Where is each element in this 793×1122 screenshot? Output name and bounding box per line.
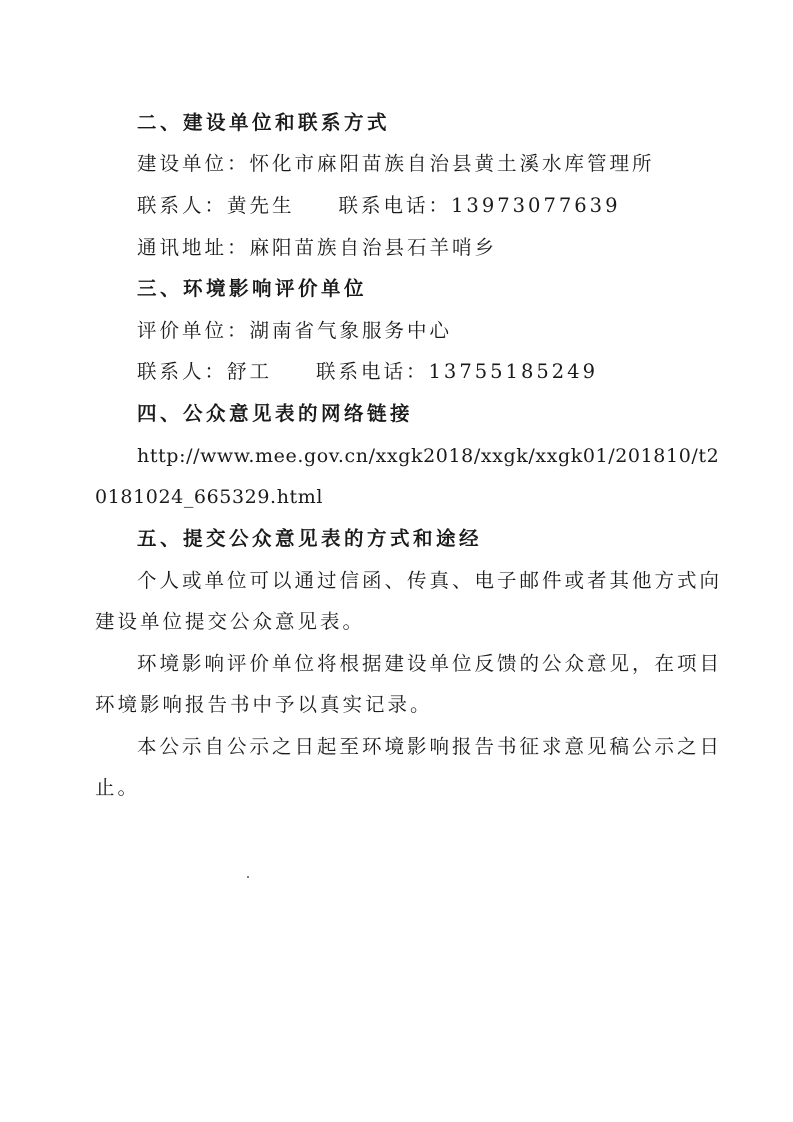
scan-speck [247, 876, 249, 878]
paragraph-3-line-2: 止。 [95, 776, 141, 799]
section-3-heading: 三、环境影响评价单位 [137, 277, 368, 300]
evaluation-unit: 评价单位：湖南省气象服务中心 [137, 319, 453, 342]
construction-unit: 建设单位：怀化市麻阳苗族自治县黄土溪水库管理所 [137, 152, 655, 175]
contact-phone: 联系电话：13755185249 [316, 360, 598, 383]
contact-row-s2 [137, 194, 621, 218]
section-5-heading: 五、提交公众意见表的方式和途经 [137, 527, 483, 550]
feedback-url-line-2[interactable]: 0181024_665329.html [95, 486, 324, 508]
section-2-heading: 二、建设单位和联系方式 [137, 111, 391, 134]
mailing-address: 通讯地址：麻阳苗族自治县石羊哨乡 [137, 236, 498, 259]
contact-phone: 联系电话：13973077639 [338, 194, 621, 217]
paragraph-2-line-1: 环境影响评价单位将根据建设单位反馈的公众意见，在项目 [137, 652, 723, 675]
paragraph-3-line-1: 本公示自公示之日起至环境影响报告书征求意见稿公示之日 [137, 735, 723, 758]
feedback-url-line-1[interactable]: http://www.mee.gov.cn/xxgk2018/xxgk/xxgk01/201810/t2 [137, 445, 720, 467]
section-4-heading: 四、公众意见表的网络链接 [137, 402, 414, 425]
contact-person: 联系人：舒工 [137, 360, 273, 383]
paragraph-1-line-1: 个人或单位可以通过信函、传真、电子邮件或者其他方式向 [137, 569, 723, 592]
paragraph-2-line-2: 环境影响报告书中予以真实记录。 [95, 693, 433, 716]
paragraph-1-line-2: 建设单位提交公众意见表。 [95, 610, 366, 633]
contact-row-s3 [137, 360, 598, 384]
contact-person: 联系人：黄先生 [137, 194, 295, 217]
